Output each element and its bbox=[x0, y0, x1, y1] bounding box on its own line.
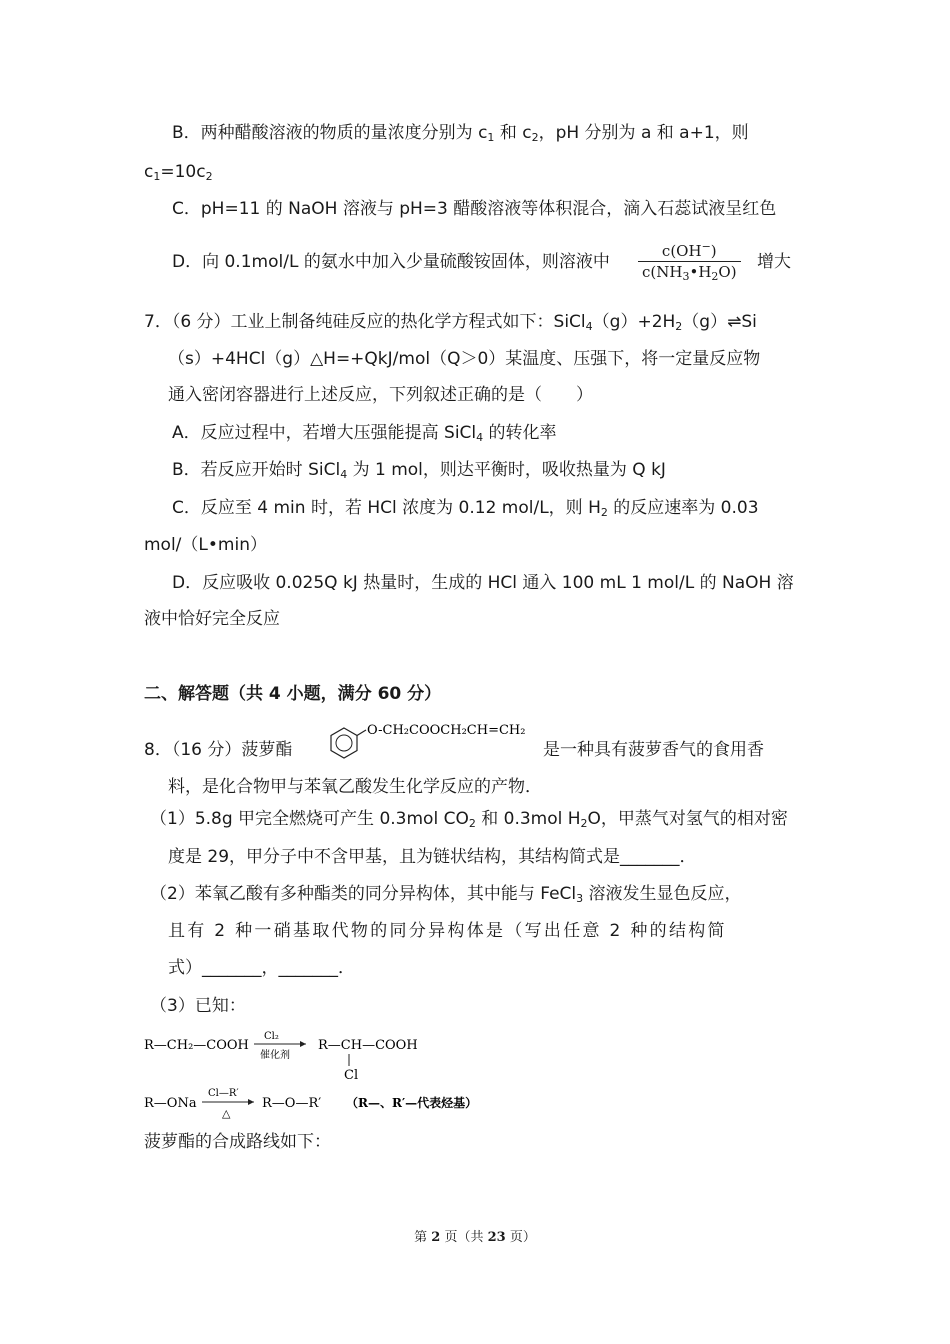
q8-part2-line1: （2）苯氧乙酸有多种酯类的同分异构体，其中能与 FeCl$_3$ 溶液发生显色反应， bbox=[150, 884, 742, 905]
q8-stem-lead: 8．（16 分）菠萝酯 bbox=[144, 740, 293, 760]
reaction1-condition: 催化剂 bbox=[260, 1050, 290, 1061]
q7-option-b: B．若反应开始时 SiCl$_4$ 为 1 mol，则达平衡时，吸收热量为 Q kJ bbox=[172, 460, 666, 481]
benzene-ring-icon bbox=[331, 728, 357, 758]
q7-option-d-line2: 液中恰好完全反应 bbox=[144, 609, 280, 629]
reaction1-chlorine: Cl bbox=[344, 1068, 359, 1083]
q8-part2-line3: 式）_______，_______． bbox=[168, 958, 355, 978]
q7-option-d-line1: D．反应吸收 0.025Q kJ 热量时，生成的 HCl 通入 100 mL 1 mol/L 的 NaOH 溶 bbox=[172, 573, 794, 593]
section-heading: 二、解答题（共 4 小题，满分 60 分） bbox=[144, 684, 442, 704]
fraction-numerator: c(OH−) bbox=[638, 241, 741, 262]
q8-synthesis-route-label: 菠萝酯的合成路线如下： bbox=[144, 1132, 331, 1152]
reaction2-note: （R—、R′—代表烃基） bbox=[346, 1096, 478, 1110]
q8-part1-line1: （1）5.8g 甲完全燃烧可产生 0.3mol $CO_2$ 和 0.3mol $H_2O$，甲蒸气对氢气的相对密 bbox=[150, 809, 788, 830]
page-number: 2 bbox=[431, 1230, 441, 1245]
q6-option-d-tail: 增大 bbox=[757, 252, 791, 272]
q8-part2-line2: 且有 2 种一硝基取代物的同分异构体是（写出任意 2 种的结构简 bbox=[168, 921, 727, 941]
q7-stem-line3: 通入密闭容器进行上述反应，下列叙述正确的是（ ） bbox=[168, 385, 593, 405]
q8-stem-after: 是一种具有菠萝香气的食用香 bbox=[543, 740, 764, 760]
reaction1-reactant: R—CH₂—COOH bbox=[144, 1038, 249, 1053]
reaction2-arrowhead-icon bbox=[248, 1099, 254, 1105]
q7-option-a: A．反应过程中，若增大压强能提高 SiCl$_4$ 的转化率 bbox=[172, 423, 557, 444]
q7-option-c-line1: C．反应至 4 min 时，若 HCl 浓度为 0.12 mol/L，则 $H_2$ 的反应速率为 0.03 bbox=[172, 498, 759, 519]
q6-option-d-lead: D．向 0.1mol/L 的氨水中加入少量硫酸铵固体，则溶液中 bbox=[172, 252, 610, 272]
fraction-denominator: $c(NH_3•H_2O)$ bbox=[642, 263, 737, 283]
q6-option-b-line2: $c_1=10c_2$ bbox=[144, 162, 213, 183]
reaction2-product: R—O—R′ bbox=[262, 1096, 322, 1111]
reaction2-reagent: Cl—R′ bbox=[208, 1088, 239, 1099]
q8-stem-line2: 料，是化合物甲与苯氧乙酸发生化学反应的产物． bbox=[168, 777, 542, 797]
reaction1-reagent: Cl₂ bbox=[264, 1031, 279, 1042]
page-total: 23 bbox=[487, 1230, 506, 1245]
q6-option-d-fraction bbox=[638, 241, 741, 282]
reaction1-product: R—CH—COOH bbox=[318, 1038, 418, 1053]
reaction2-reactant: R—ONa bbox=[144, 1096, 197, 1111]
q7-stem-line2: （s）+4HCl（g）△H=+QkJ/mol（Q＞0）某温度、压强下，将一定量反应物 bbox=[168, 349, 761, 369]
q7-option-c-line2: mol/（L•min） bbox=[144, 535, 267, 555]
q6-option-c: C．pH=11 的 NaOH 溶液与 pH=3 醋酸溶液等体积混合，滴入石蕊试液呈红色 bbox=[172, 199, 777, 219]
reaction2-condition: △ bbox=[222, 1107, 231, 1120]
q7-stem-line1: 7．（6 分）工业上制备纯硅反应的热化学方程式如下：$SiCl_4(g)+2H_2(g)\rightleftharpoons Si$ bbox=[144, 312, 757, 333]
q6-option-b-line1: B．两种醋酸溶液的物质的量浓度分别为 $c_1$ 和 $c_2$，pH 分别为 a 和 a+1，则 bbox=[172, 123, 749, 144]
reaction-scheme bbox=[140, 1025, 490, 1120]
pineapple-ester-structure bbox=[318, 718, 548, 766]
structure-substituent-text: O-CH₂COOCH₂CH=CH₂ bbox=[367, 723, 526, 738]
benzene-circle-icon bbox=[336, 735, 352, 751]
q8-part3-label: （3）已知： bbox=[150, 996, 246, 1016]
page-footer: 第 2 页（共 23 页） bbox=[414, 1230, 536, 1245]
q8-part1-line2: 度是 29，甲分子中不含甲基，且为链状结构，其结构简式是_______． bbox=[168, 847, 697, 867]
reaction1-arrowhead-icon bbox=[300, 1041, 306, 1047]
